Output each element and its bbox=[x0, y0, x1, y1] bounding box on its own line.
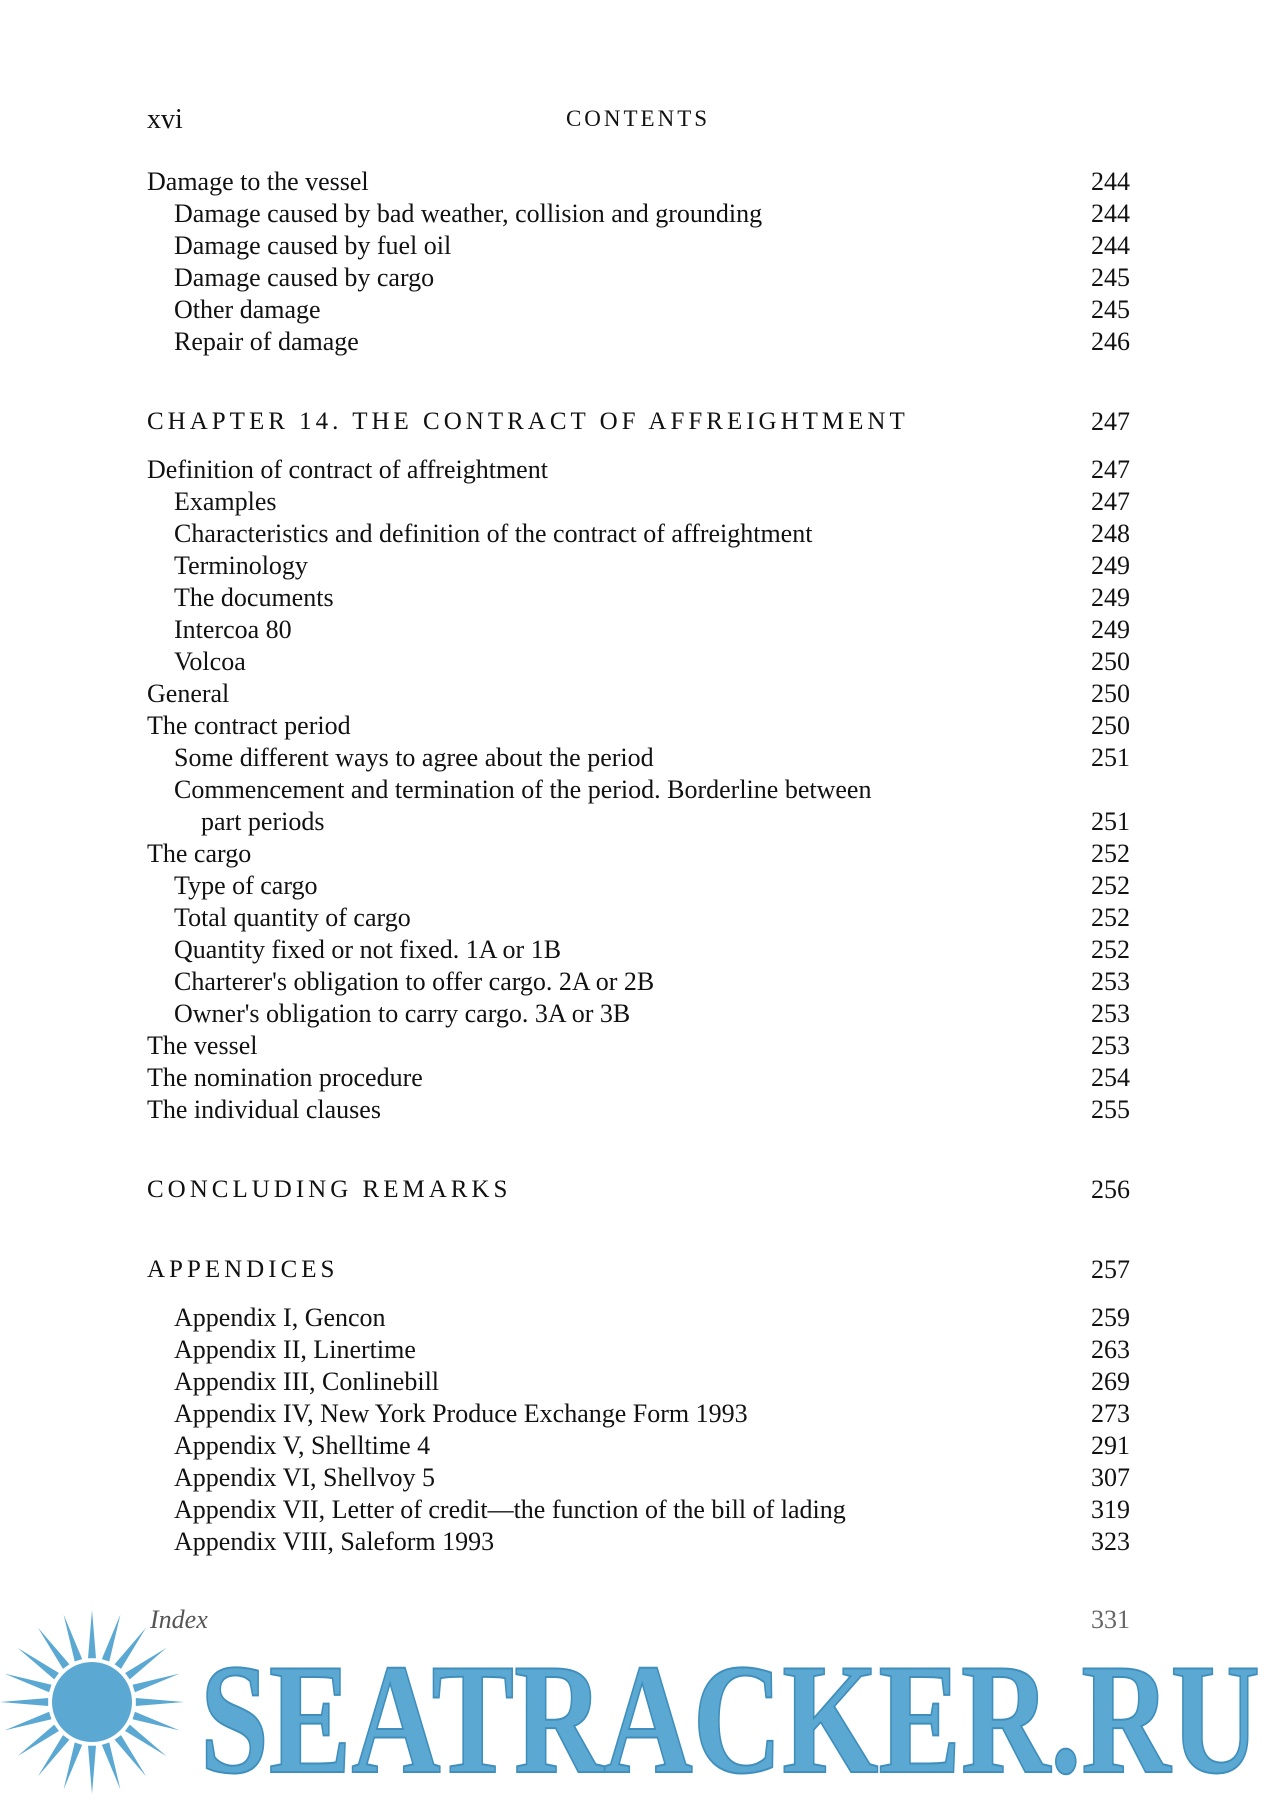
toc-entry: The vessel 253 bbox=[147, 1031, 1130, 1060]
toc-entry: Damage caused by fuel oil 244 bbox=[174, 231, 1130, 260]
toc-entry: Some different ways to agree about the period 251 bbox=[174, 743, 1130, 772]
sun-ray bbox=[38, 1735, 70, 1776]
toc-entry: Examples 247 bbox=[174, 487, 1130, 516]
page-title: CONTENTS bbox=[565, 106, 711, 131]
sun-ray bbox=[115, 1628, 147, 1669]
toc-entry: Terminology 249 bbox=[174, 551, 1130, 580]
sun-ray bbox=[64, 1743, 83, 1790]
toc-entry: Appendix IV, New York Produce Exchange Form 1993 273 bbox=[174, 1399, 1130, 1428]
section-heading: APPENDICES 257 bbox=[147, 1255, 1130, 1284]
toc-entry: Definition of contract of affreightment 247 bbox=[147, 455, 1130, 484]
sun-ray bbox=[133, 1712, 180, 1731]
toc-entry: Type of cargo 252 bbox=[174, 871, 1130, 900]
toc-entry: Appendix III, Conlinebill 269 bbox=[174, 1367, 1130, 1396]
toc-entry: Appendix VI, Shellvoy 5 307 bbox=[174, 1463, 1130, 1492]
toc-entry: Charterer's obligation to offer cargo. 2A or 2B 253 bbox=[174, 967, 1130, 996]
toc-entry: Appendix I, Gencon 259 bbox=[174, 1303, 1130, 1332]
sun-ray bbox=[88, 1746, 96, 1794]
sun-ray bbox=[115, 1735, 147, 1776]
sun-ray bbox=[5, 1674, 52, 1693]
sun-ray bbox=[0, 1698, 48, 1706]
sun-ray bbox=[136, 1698, 184, 1706]
toc-entry: Appendix V, Shelltime 4 291 bbox=[174, 1431, 1130, 1460]
toc-entry: part periods 251 bbox=[201, 807, 1130, 836]
sun-ray bbox=[18, 1725, 59, 1757]
toc-entry: Index 331 bbox=[150, 1605, 1130, 1634]
toc-entry: The cargo 252 bbox=[147, 839, 1130, 868]
section-heading: CONCLUDING REMARKS 256 bbox=[147, 1175, 1130, 1204]
watermark-text: SEATRACKER.RU bbox=[200, 1632, 1260, 1806]
toc-entry: The nomination procedure 254 bbox=[147, 1063, 1130, 1092]
toc-entry: Other damage 245 bbox=[174, 295, 1130, 324]
watermark-logo bbox=[0, 1600, 1276, 1806]
sun-ray bbox=[38, 1628, 70, 1669]
toc-entry: The documents 249 bbox=[174, 583, 1130, 612]
toc-entry: Commencement and termination of the period. Borderline between bbox=[174, 775, 872, 804]
toc-entry: Damage caused by bad weather, collision and grounding 244 bbox=[174, 199, 1130, 228]
sun-ray bbox=[102, 1743, 121, 1790]
toc-entry: Volcoa 250 bbox=[174, 647, 1130, 676]
toc-entry: Damage to the vessel 244 bbox=[147, 167, 1130, 196]
toc-entry: Repair of damage 246 bbox=[174, 327, 1130, 356]
sun-icon bbox=[0, 1610, 184, 1794]
toc-entry: Damage caused by cargo 245 bbox=[174, 263, 1130, 292]
sun-ray bbox=[133, 1674, 180, 1693]
sun-ray bbox=[125, 1725, 166, 1757]
page-number: xvi bbox=[147, 104, 183, 135]
sun-ray bbox=[18, 1648, 59, 1680]
toc-entry: Appendix II, Linertime 263 bbox=[174, 1335, 1130, 1364]
sun-ray bbox=[5, 1712, 52, 1731]
sun-ray bbox=[64, 1615, 83, 1662]
toc-entry: Characteristics and definition of the contract of affreightment 248 bbox=[174, 519, 1130, 548]
toc-entry: Owner's obligation to carry cargo. 3A or 3B 253 bbox=[174, 999, 1130, 1028]
toc-entry: Quantity fixed or not fixed. 1A or 1B 252 bbox=[174, 935, 1130, 964]
toc-entry: Appendix VIII, Saleform 1993 323 bbox=[174, 1527, 1130, 1556]
toc-entry: General 250 bbox=[147, 679, 1130, 708]
chapter-heading: CHAPTER 14. THE CONTRACT OF AFFREIGHTMENT 247 bbox=[147, 407, 1130, 436]
toc-entry: Intercoa 80 249 bbox=[174, 615, 1130, 644]
toc-entry: Total quantity of cargo 252 bbox=[174, 903, 1130, 932]
sun-ray bbox=[88, 1610, 96, 1658]
sun-ray bbox=[102, 1615, 121, 1662]
toc-entry: Appendix VII, Letter of credit—the function of the bill of lading 319 bbox=[174, 1495, 1130, 1524]
toc-entry: The contract period 250 bbox=[147, 711, 1130, 740]
toc-entry: The individual clauses 255 bbox=[147, 1095, 1130, 1124]
sun-ray bbox=[125, 1648, 166, 1680]
